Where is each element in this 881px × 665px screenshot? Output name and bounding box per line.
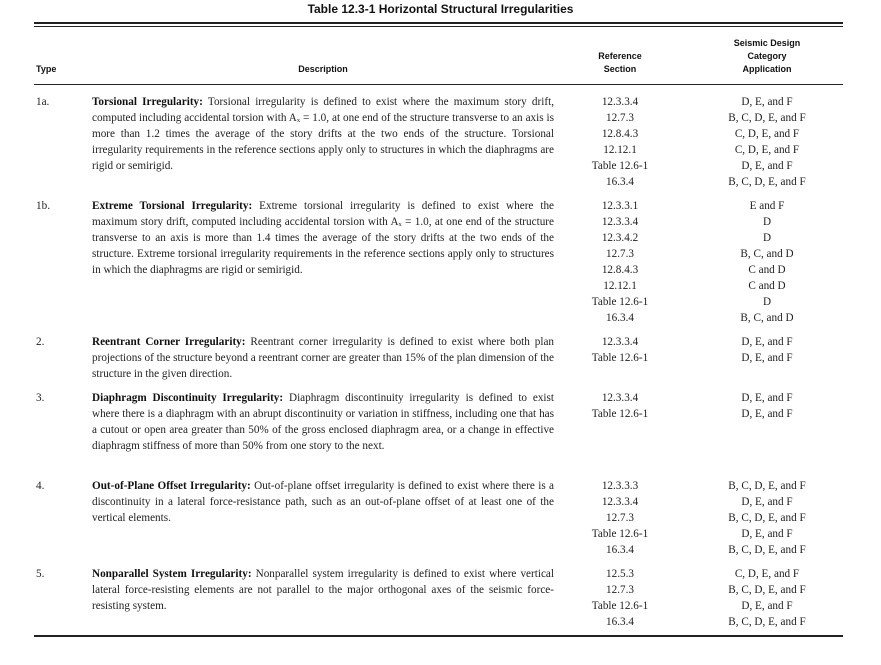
app-item: C, D, E, and F — [734, 144, 800, 156]
row-apps — [700, 390, 834, 422]
ref-item: 12.8.4.3 — [601, 264, 639, 276]
header-type: Type — [36, 64, 57, 74]
ref-item: Table 12.6-1 — [591, 296, 649, 308]
header-reference-line: Reference — [598, 51, 642, 61]
app-item: C and D — [748, 280, 786, 292]
header-rule — [34, 84, 843, 85]
ref-item: 12.3.3.3 — [601, 480, 639, 492]
app-item: D — [762, 296, 772, 308]
header-application — [700, 37, 834, 76]
ref-item: 16.3.4 — [606, 176, 634, 188]
row-name: Extreme Torsional Irregularity: — [92, 200, 253, 212]
ref-item: 12.3.3.4 — [601, 336, 639, 348]
app-item: B, C, D, E, and F — [728, 176, 806, 188]
app-item: D, E, and F — [741, 160, 793, 172]
ref-item: 16.3.4 — [606, 544, 634, 556]
row-type: 2. — [36, 336, 45, 348]
ref-item: 12.3.3.4 — [601, 96, 639, 108]
app-item: B, C, D, E, and F — [728, 480, 806, 492]
row-refs — [560, 478, 680, 558]
row-type: 1a. — [36, 96, 50, 108]
row-description — [92, 478, 554, 526]
app-item: E and F — [749, 200, 785, 212]
row-type: 1b. — [36, 200, 50, 212]
row-text: Nonparallel system irregularity is defined to exist where vertical lateral force-resisting elements are not parallel to the major orthogonal axes of the seismic force-resisting system. — [92, 568, 554, 612]
app-item: D, E, and F — [741, 528, 793, 540]
ref-item: Table 12.6-1 — [591, 528, 649, 540]
row-text: Out-of-plane offset irregularity is defined to exist where there is a discontinuity in a lateral force-resistance path, such as an out-of-plane offset of at least one of the vertical elements. — [92, 480, 555, 524]
header-application-line: Category — [747, 51, 787, 61]
ref-item: 12.7.3 — [606, 248, 634, 260]
app-item: D, E, and F — [741, 496, 793, 508]
app-item: B, C, D, E, and F — [728, 584, 806, 596]
row-name: Diaphragm Discontinuity Irregularity: — [92, 392, 284, 404]
row-name: Reentrant Corner Irregularity: — [92, 336, 246, 348]
app-item: D, E, and F — [741, 600, 793, 612]
row-name: Torsional Irregularity: — [92, 96, 203, 108]
ref-item: 12.3.3.4 — [601, 216, 639, 228]
row-apps — [700, 334, 834, 366]
row-description — [92, 566, 554, 614]
row-apps — [700, 198, 834, 326]
app-item: B, C, D, E, and F — [728, 112, 806, 124]
row-refs — [560, 566, 680, 630]
ref-item: Table 12.6-1 — [591, 408, 649, 420]
row-text: Torsional irregularity is defined to exist where the maximum story drift, computed including accidental torsion with Aₓ = 1.0, at one end of the structure transverse to an axis is more than 1.2 times the average of the story drifts at the two ends of the structure. Torsional irregularity requirements in the reference sections apply only to structures in which the diaphragms are rigid or semirigid. — [92, 96, 554, 172]
header-reference-line: Section — [603, 64, 637, 74]
ref-item: 12.3.3.4 — [601, 496, 639, 508]
ref-item: Table 12.6-1 — [591, 160, 649, 172]
ref-item: 12.5.3 — [606, 568, 634, 580]
app-item: B, C, D, E, and F — [728, 544, 806, 556]
ref-item: 12.7.3 — [606, 112, 634, 124]
row-text: Extreme torsional irregularity is defined to exist where the maximum story drift, computed including accidental torsion with Aₓ = 1.0, at one end of the structure transverse to an axis is more than 1.4 times the average of the story drifts at the two ends of the structure. Extreme torsional irregularity requirements in the reference sections apply only to structures in which the diaphragms are rigid or semirigid. — [92, 200, 555, 276]
row-text: Reentrant corner irregularity is defined to exist where both plan projections of the structure beyond a reentrant corner are greater than 15% of the plan dimension of the structure in the given direction. — [92, 336, 555, 380]
app-item: B, C, and D — [740, 248, 794, 260]
app-item: C, D, E, and F — [734, 568, 800, 580]
row-name: Out-of-Plane Offset Irregularity: — [92, 480, 251, 492]
top-rule-thin — [34, 26, 843, 27]
header-application-line: Application — [742, 64, 792, 74]
app-item: C and D — [748, 264, 786, 276]
ref-item: 16.3.4 — [606, 616, 634, 628]
header-reference — [560, 50, 680, 76]
row-refs — [560, 94, 680, 190]
row-type: 5. — [36, 568, 45, 580]
row-apps — [700, 94, 834, 190]
app-item: C, D, E, and F — [734, 128, 800, 140]
row-description — [92, 198, 554, 278]
ref-item: 12.7.3 — [606, 512, 634, 524]
row-apps — [700, 566, 834, 630]
row-refs — [560, 198, 680, 326]
app-item: D, E, and F — [741, 392, 793, 404]
app-item: D, E, and F — [741, 352, 793, 364]
app-item: B, C, D, E, and F — [728, 616, 806, 628]
ref-item: Table 12.6-1 — [591, 352, 649, 364]
row-apps — [700, 478, 834, 558]
app-item: D, E, and F — [741, 336, 793, 348]
app-item: B, C, D, E, and F — [728, 512, 806, 524]
ref-item: 12.8.4.3 — [601, 128, 639, 140]
ref-item: Table 12.6-1 — [591, 600, 649, 612]
row-refs — [560, 390, 680, 422]
ref-item: 16.3.4 — [606, 312, 634, 324]
table-title: Table 12.3-1 Horizontal Structural Irregularities — [307, 2, 574, 16]
ref-item: 12.7.3 — [606, 584, 634, 596]
app-item: D, E, and F — [741, 408, 793, 420]
app-item: D — [762, 232, 772, 244]
row-type: 3. — [36, 392, 45, 404]
row-type: 4. — [36, 480, 45, 492]
top-rule — [34, 22, 843, 24]
bottom-rule — [34, 635, 843, 637]
row-description — [92, 334, 554, 382]
app-item: D — [762, 216, 772, 228]
ref-item: 12.3.3.4 — [601, 392, 639, 404]
app-item: D, E, and F — [741, 96, 793, 108]
row-description — [92, 390, 554, 454]
row-refs — [560, 334, 680, 366]
header-description: Description — [298, 64, 348, 74]
ref-item: 12.3.3.1 — [601, 200, 639, 212]
row-name: Nonparallel System Irregularity: — [92, 568, 252, 580]
ref-item: 12.12.1 — [603, 144, 637, 156]
row-text: Diaphragm discontinuity irregularity is defined to exist where there is a diaphragm with an abrupt discontinuity or variation in stiffness, including one that has a cutout or open area greater than 50% of the gross enclosed diaphragm area, or a change in effective diaphragm stiffness of more than 50% from one story to the next. — [92, 392, 555, 452]
ref-item: 12.3.4.2 — [601, 232, 639, 244]
ref-item: 12.12.1 — [603, 280, 637, 292]
row-description — [92, 94, 554, 174]
app-item: B, C, and D — [740, 312, 794, 324]
header-application-line: Seismic Design — [733, 38, 801, 48]
